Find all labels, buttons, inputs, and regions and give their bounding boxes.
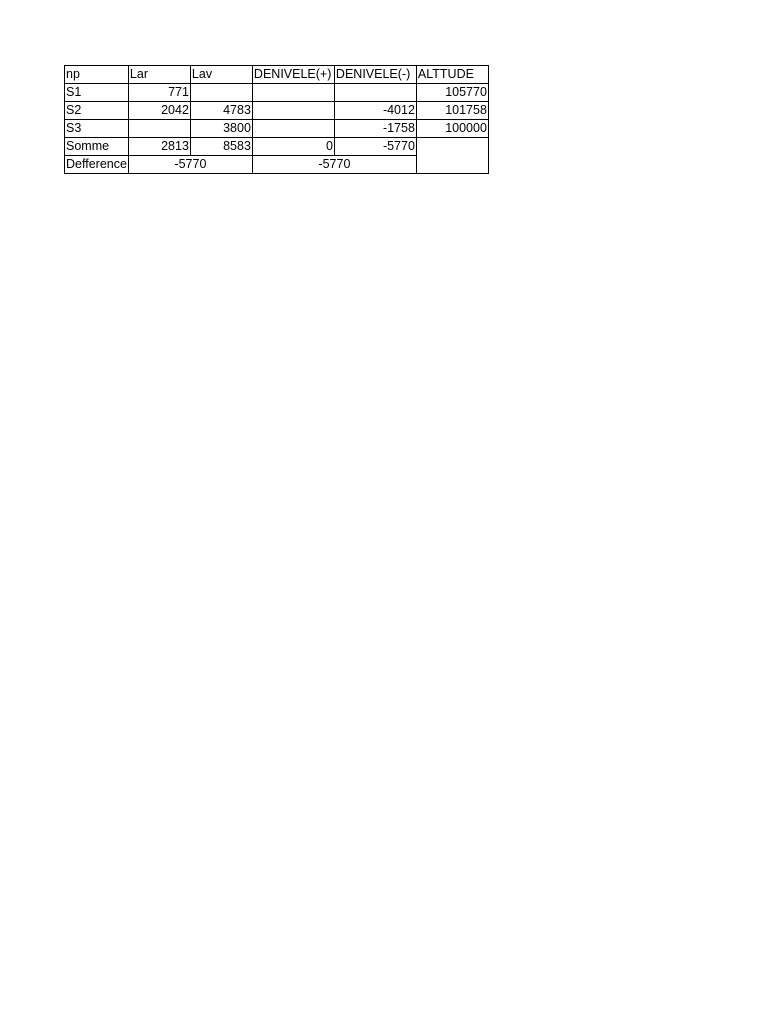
table-header-row (65, 66, 489, 84)
cell-difference-denivele[interactable]: -5770 (252, 156, 416, 174)
cell-denivele-plus[interactable] (252, 102, 334, 120)
header-denivele-plus[interactable]: DENIVELE(+) (252, 66, 334, 84)
cell-denivele-plus[interactable]: 0 (252, 138, 334, 156)
cell-lav[interactable] (190, 84, 252, 102)
cell-lav[interactable]: 8583 (190, 138, 252, 156)
header-lav[interactable]: Lav (190, 66, 252, 84)
cell-lar[interactable]: 771 (128, 84, 190, 102)
table-row (65, 102, 489, 120)
cell-np[interactable]: S3 (65, 120, 129, 138)
leveling-table (64, 65, 489, 174)
header-denivele-minus[interactable]: DENIVELE(-) (334, 66, 416, 84)
cell-altitude[interactable] (416, 138, 488, 174)
cell-lav[interactable]: 3800 (190, 120, 252, 138)
header-np[interactable]: np (65, 66, 129, 84)
cell-altitude[interactable]: 101758 (416, 102, 488, 120)
cell-denivele-minus[interactable] (334, 84, 416, 102)
cell-altitude[interactable]: 100000 (416, 120, 488, 138)
cell-altitude[interactable]: 105770 (416, 84, 488, 102)
cell-np[interactable]: S1 (65, 84, 129, 102)
cell-lav[interactable]: 4783 (190, 102, 252, 120)
table-row (65, 120, 489, 138)
cell-lar[interactable]: 2813 (128, 138, 190, 156)
header-lar[interactable]: Lar (128, 66, 190, 84)
cell-denivele-minus[interactable]: -1758 (334, 120, 416, 138)
cell-np[interactable]: Somme (65, 138, 129, 156)
cell-denivele-plus[interactable] (252, 84, 334, 102)
cell-np[interactable]: S2 (65, 102, 129, 120)
cell-difference-lar-lav[interactable]: -5770 (128, 156, 252, 174)
cell-denivele-minus[interactable]: -5770 (334, 138, 416, 156)
table-row-somme (65, 138, 489, 156)
cell-difference-label[interactable]: Defference (65, 156, 129, 174)
cell-denivele-minus[interactable]: -4012 (334, 102, 416, 120)
table-row (65, 84, 489, 102)
cell-denivele-plus[interactable] (252, 120, 334, 138)
cell-lar[interactable] (128, 120, 190, 138)
cell-lar[interactable]: 2042 (128, 102, 190, 120)
header-altitude[interactable]: ALTTUDE (416, 66, 488, 84)
